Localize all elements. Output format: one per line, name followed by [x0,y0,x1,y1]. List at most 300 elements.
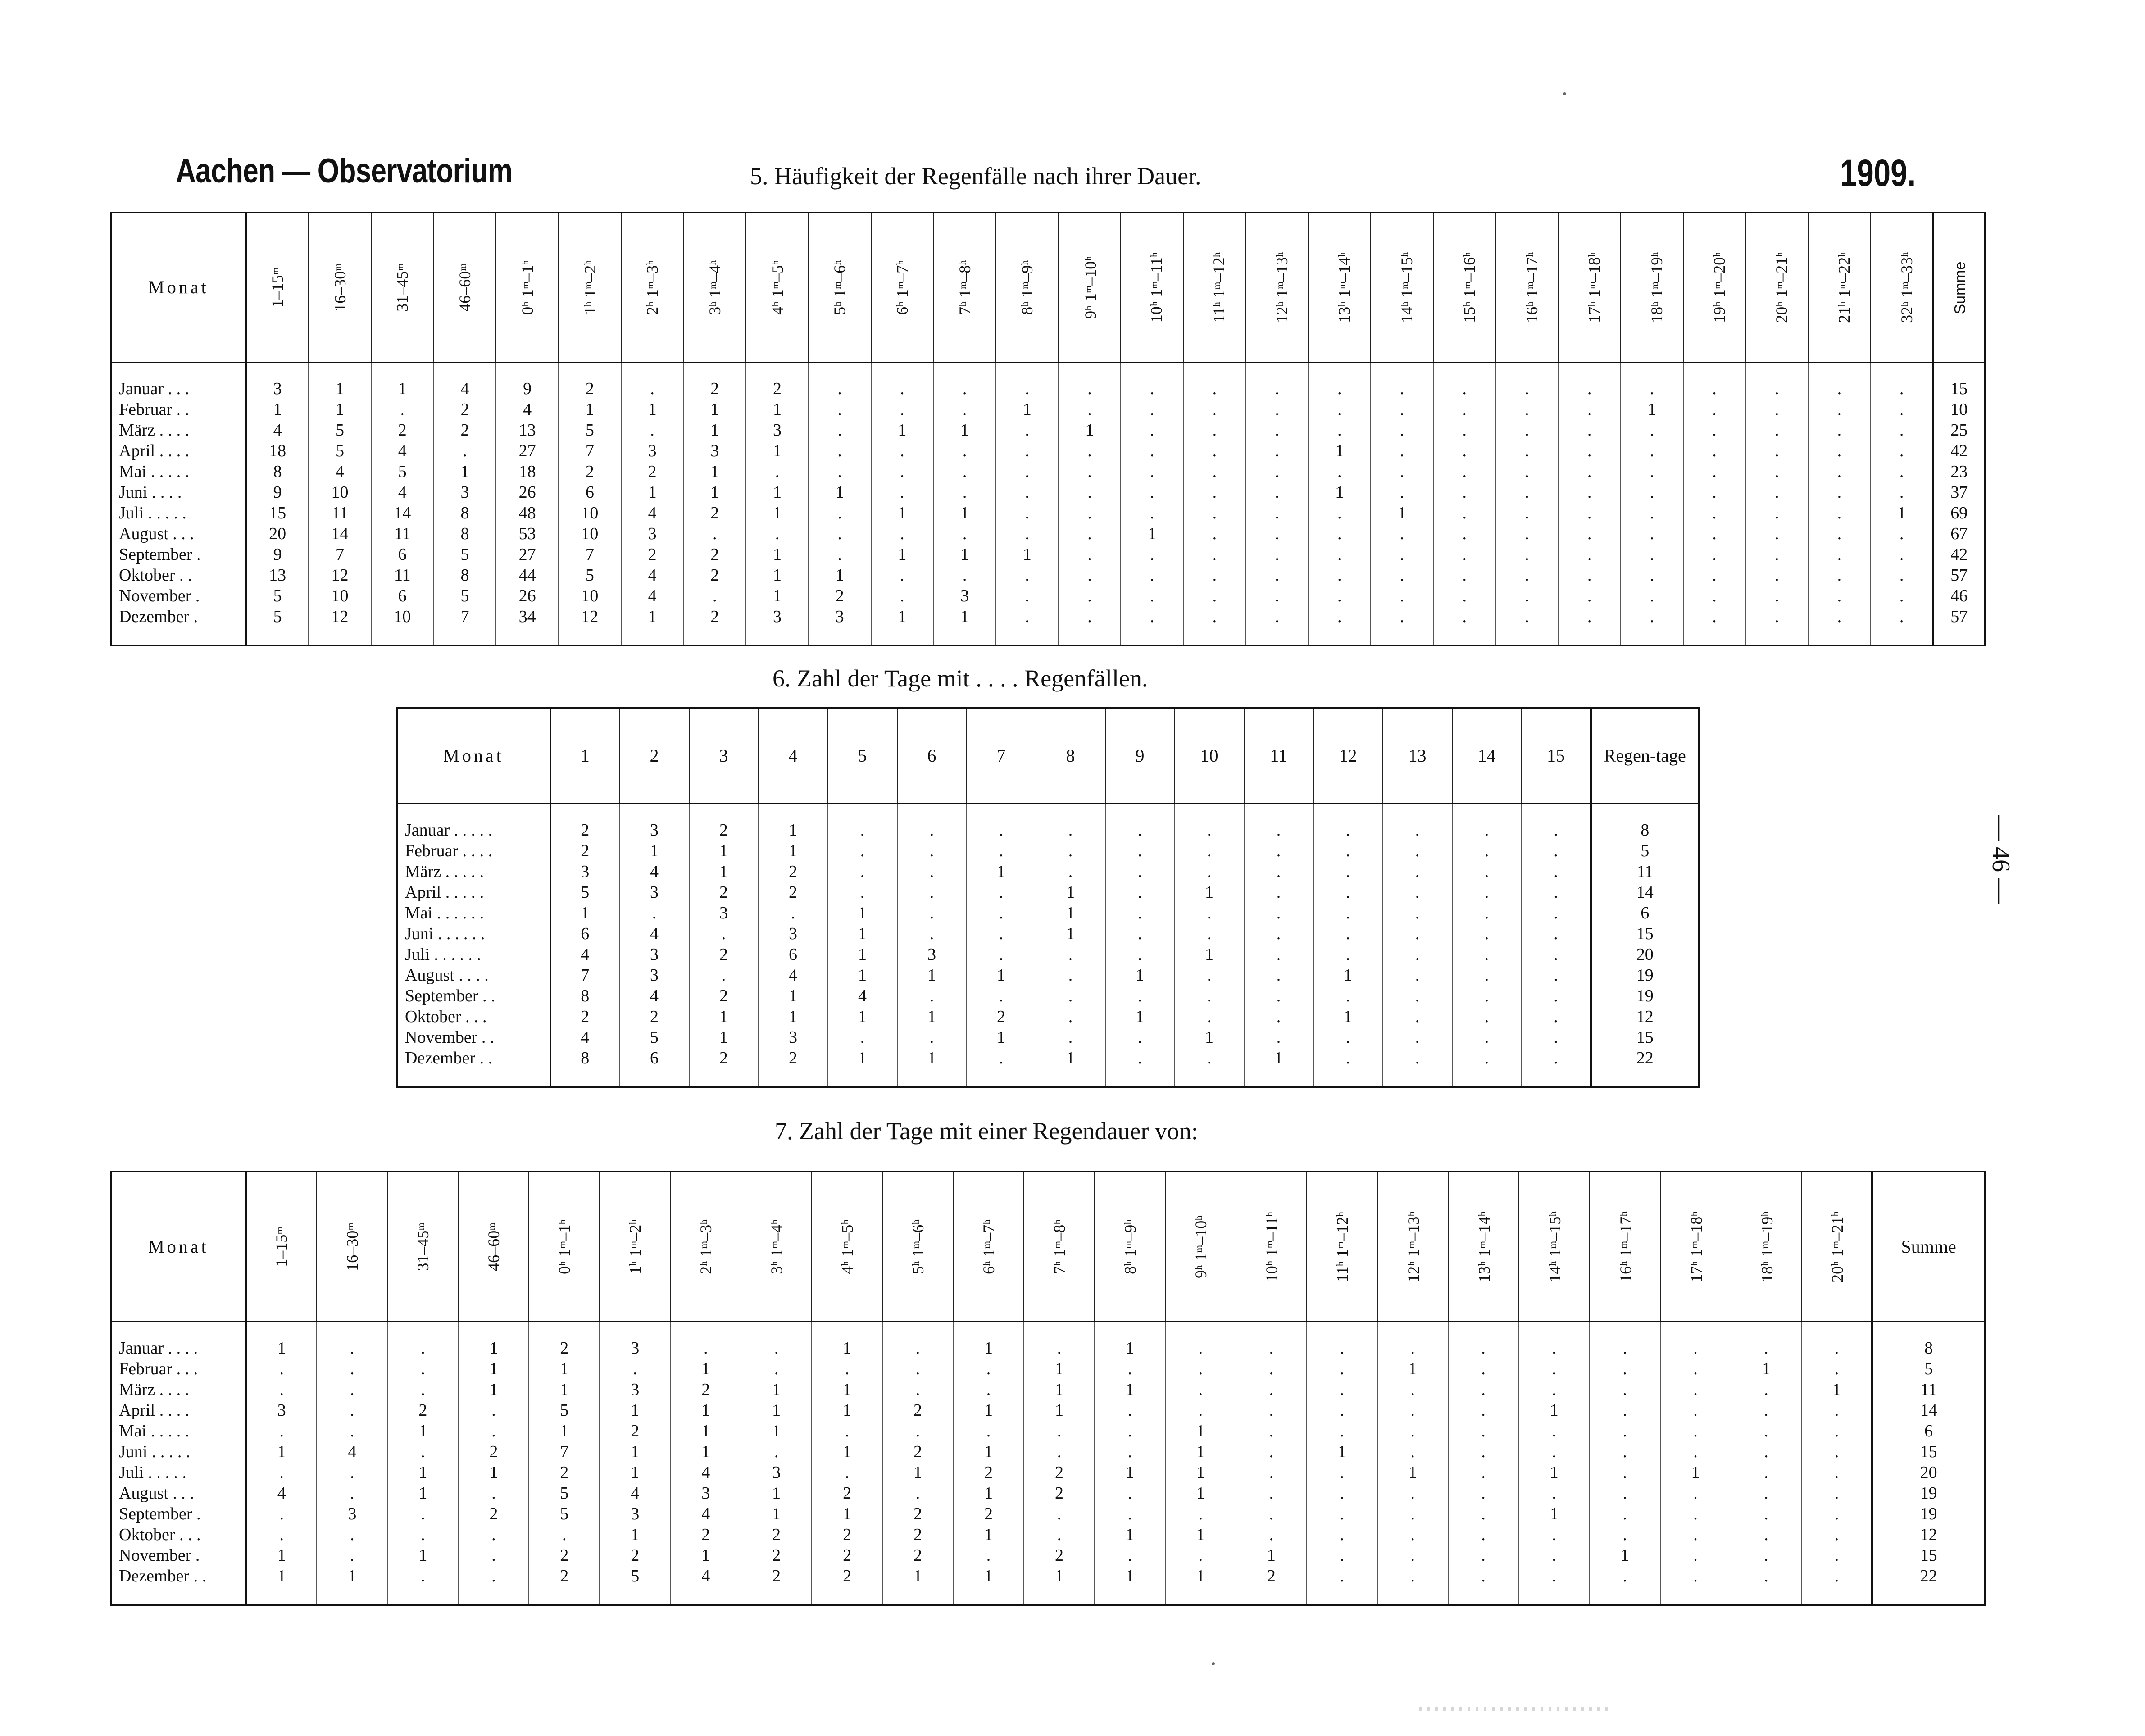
table-cell: 7 [559,544,621,565]
table-cell: 1 [1165,1462,1236,1483]
table-cell: . [1175,820,1244,841]
row-sum: 5 [1591,841,1699,861]
spacer-cell [871,363,934,379]
table-cell: 10 [559,503,621,523]
table-cell: . [1448,1441,1519,1462]
table-cell: 1 [621,399,684,420]
table-cell: 1 [759,820,828,841]
table-cell: 3 [741,1462,812,1483]
column-header [897,708,967,804]
table-cell: 1 [1165,1566,1236,1586]
spacer-cell [1933,627,1985,646]
table-cell: . [996,565,1059,586]
table-cell: . [1313,861,1383,882]
table-cell: . [1452,820,1522,841]
table-cell: . [1308,523,1371,544]
table-cell: . [458,1566,529,1586]
column-header [759,708,828,804]
table-cell: . [933,523,996,544]
table-cell: . [1371,523,1433,544]
table-cell: . [1059,523,1121,544]
table-cell: . [1808,441,1871,461]
table-cell: . [933,482,996,503]
table-cell: . [387,1379,458,1400]
table-cell: 1 [741,1400,812,1421]
column-header-label: 2ʰ 1ᵐ–3ʰ [643,260,662,315]
table-cell: . [1801,1421,1872,1441]
column-header-label: 16ʰ 1ᵐ–17ʰ [1616,1211,1635,1282]
table-cell: . [1801,1504,1872,1524]
spacer-cell [1591,804,1699,820]
table-cell: . [996,482,1059,503]
table-cell: . [1808,399,1871,420]
month-label: Januar . . . [111,378,246,399]
spacer-cell [1683,363,1746,379]
table-cell: 3 [759,923,828,944]
table-cell: . [1246,378,1309,399]
table-cell: 3 [620,882,689,903]
table-cell: 1 [559,399,621,420]
table-cell: . [1024,1421,1095,1441]
table-cell: 8 [550,986,620,1006]
table-cell: . [1590,1483,1660,1504]
column-header-label: 1ʰ 1ᵐ–2ʰ [626,1219,644,1274]
table-cell: . [1558,544,1621,565]
table-cell: 1 [871,544,934,565]
row-sum: 19 [1872,1483,1985,1504]
table-cell: . [458,1545,529,1566]
table-cell: 2 [689,1048,759,1068]
table-cell: . [1448,1338,1519,1359]
row-sum: 57 [1933,565,1985,586]
column-header [1452,708,1522,804]
table-cell: . [1307,1462,1377,1483]
month-label: Januar . . . . . [397,820,550,841]
column-header [1236,1172,1307,1322]
month-label: Mai . . . . . [111,461,246,482]
table-cell: 3 [246,1400,317,1421]
table-cell: . [246,1524,317,1545]
spacer-cell [1731,1322,1802,1338]
table-row [397,965,1699,986]
table-cell: 2 [621,544,684,565]
table-cell: 7 [309,544,371,565]
table-cell: . [1522,986,1591,1006]
table-cell: . [1308,544,1371,565]
table-cell: . [1307,1338,1377,1359]
spacer-row [397,804,1699,820]
table-cell: . [1236,1441,1307,1462]
spacer-cell [1558,363,1621,379]
table-cell: . [1433,378,1496,399]
table-cell: . [1496,441,1559,461]
table-cell: 5 [550,882,620,903]
row-sum: 12 [1872,1524,1985,1545]
table-cell: 2 [434,399,496,420]
row-sum: 5 [1872,1359,1985,1379]
spacer-cell [1236,1586,1307,1605]
table-cell: 4 [670,1566,741,1586]
table-cell: . [1745,441,1808,461]
table-cell: 11 [309,503,371,523]
table-cell: . [1801,1545,1872,1566]
table-cell: 1 [1519,1462,1590,1483]
table-cell: 4 [317,1441,387,1462]
table-cell: . [246,1421,317,1441]
spacer-cell [1371,363,1433,379]
table-cell: . [387,1504,458,1524]
table-cell: . [1236,1338,1307,1359]
table-cell: 1 [967,965,1036,986]
table-cell: . [1801,1441,1872,1462]
table-cell: . [812,1359,882,1379]
spacer-cell [1591,1068,1699,1087]
table-cell: . [1745,461,1808,482]
table-cell: . [1165,1400,1236,1421]
column-header-label: 20ʰ 1ᵐ–21ʰ [1772,252,1791,323]
table-cell: . [1621,523,1683,544]
month-label: Februar . . . [111,1359,246,1379]
table-cell: 13 [496,420,559,441]
table-cell: . [458,1524,529,1545]
spacer-cell [397,804,550,820]
table-cell: 1 [458,1379,529,1400]
spacer-cell [1448,1322,1519,1338]
table-cell: . [1165,1504,1236,1524]
table-cell: . [1105,1027,1175,1048]
column-header-label: 13ʰ 1ᵐ–14ʰ [1335,252,1354,323]
table-cell: 10 [371,606,434,627]
month-label: August . . . [111,1483,246,1504]
table-cell: . [1745,420,1808,441]
table-cell: 1 [1024,1359,1095,1379]
table-cell: . [1036,1006,1105,1027]
month-label: April . . . . [111,1400,246,1421]
column-header-label: 31–45ᵐ [393,263,412,312]
table-cell: . [1745,523,1808,544]
month-label: März . . . . [111,1379,246,1400]
table-cell: . [317,1359,387,1379]
table-cell: 1 [621,482,684,503]
table-cell: . [1452,882,1522,903]
table-cell: . [1590,1338,1660,1359]
table-cell: 1 [882,1566,953,1586]
column-header-label: 12 [1339,745,1357,766]
table-cell: . [246,1359,317,1379]
table-cell: 1 [812,1441,882,1462]
table-cell: . [1383,965,1452,986]
column-header [1683,213,1746,363]
table-cell: 2 [809,586,871,606]
column-header-label: 11ʰ 1ᵐ–12ʰ [1333,1211,1351,1282]
table-cell: 1 [741,1379,812,1400]
table-cell: . [1871,586,1933,606]
table-cell: 1 [1165,1421,1236,1441]
column-header-label: 14 [1477,745,1496,766]
table-cell: . [933,378,996,399]
column-header [689,708,759,804]
table-cell: . [1244,944,1313,965]
month-label: Dezember . . [111,1566,246,1586]
table-cell: . [1433,544,1496,565]
table-cell: . [1059,399,1121,420]
table-cell: . [1377,1379,1448,1400]
spacer-cell [1522,804,1591,820]
table-cell: . [1383,882,1452,903]
table-cell: . [1519,1566,1590,1586]
spacer-cell [1872,1586,1985,1605]
table-cell: . [458,1421,529,1441]
spacer-cell [621,627,684,646]
table-cell: . [967,1048,1036,1068]
month-label: Juni . . . . . [111,1441,246,1462]
table-cell: . [1448,1483,1519,1504]
table-cell: . [1745,482,1808,503]
month-label: September . [111,1504,246,1524]
table-cell: 3 [746,606,809,627]
table-cell: . [882,1421,953,1441]
table-5-title: 5. Häufigkeit der Regenfälle nach ihrer Dauer. [750,163,1201,190]
table-cell: . [1452,923,1522,944]
table-cell: . [933,441,996,461]
table-cell: 2 [670,1379,741,1400]
table-cell: . [1519,1545,1590,1566]
column-header-label: 16–30ᵐ [331,263,349,312]
spacer-cell [1244,804,1313,820]
column-header [1808,213,1871,363]
table-cell: . [996,503,1059,523]
table-cell: . [1808,482,1871,503]
column-header-sum-label: Summe [1901,1236,1956,1257]
spacer-cell [953,1322,1024,1338]
table-cell: . [1496,461,1559,482]
column-header-label: 1–15ᵐ [268,267,287,308]
column-header [1522,708,1591,804]
table-cell: . [1871,441,1933,461]
column-header-label: 0ʰ 1ᵐ–1ʰ [555,1219,573,1274]
table-cell: . [1105,986,1175,1006]
row-sum: 15 [1872,1545,1985,1566]
scan-smudge [1419,1707,1608,1711]
table-cell: 2 [759,1048,828,1068]
table-cell: . [1313,1048,1383,1068]
table-cell: . [1246,420,1309,441]
column-header-label: 15ʰ 1ᵐ–16ʰ [1460,252,1478,323]
table-cell: . [812,1421,882,1441]
spacer-cell [246,363,309,379]
table-cell: . [1731,1441,1802,1462]
table-cell: 1 [387,1483,458,1504]
table-cell: . [1590,1566,1660,1586]
month-label: Mai . . . . . [111,1421,246,1441]
table-cell: 1 [809,482,871,503]
table-cell: . [1731,1421,1802,1441]
spacer-cell [741,1322,812,1338]
table-cell: 2 [559,461,621,482]
table-cell: 1 [309,378,371,399]
table-cell: . [1683,544,1746,565]
table-cell: . [828,1027,897,1048]
column-header-month: Monat [111,213,246,363]
table-cell: 1 [871,420,934,441]
table-cell: . [1448,1359,1519,1379]
column-header-month: Monat [111,1172,246,1322]
column-header [387,1172,458,1322]
table-cell: . [996,586,1059,606]
table-cell: . [1621,461,1683,482]
table-cell: . [1377,1400,1448,1421]
table-row [111,1524,1985,1545]
table-cell: 2 [689,882,759,903]
spacer-cell [309,363,371,379]
column-header-label: 10ʰ 1ᵐ–11ʰ [1147,252,1166,323]
table-row [111,565,1985,586]
table-cell: . [1808,461,1871,482]
row-sum: 69 [1933,503,1985,523]
spacer-cell [1371,627,1433,646]
column-header-label: 18ʰ 1ᵐ–19ʰ [1758,1211,1776,1282]
table-cell: . [953,1379,1024,1400]
table-cell: . [1236,1462,1307,1483]
table-cell: . [1621,482,1683,503]
table-cell: . [1377,1421,1448,1441]
spacer-cell [620,1068,689,1087]
spacer-cell [1121,627,1183,646]
spacer-cell [1731,1586,1802,1605]
table-cell: . [1448,1524,1519,1545]
table-cell: . [1871,606,1933,627]
table-cell: 1 [1313,1006,1383,1027]
table-row [111,1462,1985,1483]
table-cell: . [1801,1462,1872,1483]
table-cell: 1 [1095,1566,1165,1586]
spacer-cell [246,1586,317,1605]
table-cell: . [1036,820,1105,841]
table-cell: . [1183,565,1246,586]
table-cell: 6 [371,544,434,565]
column-header [1377,1172,1448,1322]
table-cell: 1 [828,965,897,986]
table-cell: 1 [670,1441,741,1462]
table-cell: . [809,461,871,482]
table-cell: . [434,441,496,461]
table-cell: . [1558,441,1621,461]
page-header-year: 1909. [1840,152,1916,194]
table-cell: 1 [689,1006,759,1027]
table-cell: . [1522,903,1591,923]
row-sum: 19 [1872,1504,1985,1524]
column-header [953,1172,1024,1322]
table-cell: 1 [1024,1379,1095,1400]
table-cell: 1 [1095,1338,1165,1359]
spacer-cell [1621,627,1683,646]
table-row [111,441,1985,461]
table-cell: . [1105,882,1175,903]
table-cell: . [1731,1504,1802,1524]
column-header-label: 6 [927,745,936,766]
table-cell: . [1313,944,1383,965]
table-cell: . [683,523,746,544]
table-cell: . [1059,441,1121,461]
table-cell: 34 [496,606,559,627]
table-row [111,503,1985,523]
table-cell: . [828,841,897,861]
spacer-cell [371,363,434,379]
table-cell: . [1808,378,1871,399]
table-cell: 8 [434,565,496,586]
row-sum: 25 [1933,420,1985,441]
table-6-days-with-rainfalls [396,707,1700,1088]
table-cell: . [1683,503,1746,523]
table-row [111,1483,1985,1504]
table-cell: . [1383,1048,1452,1068]
table-cell: . [1183,503,1246,523]
table-cell: 2 [600,1421,670,1441]
month-label: Januar . . . . [111,1338,246,1359]
table-cell: . [1522,923,1591,944]
table-cell: . [1246,482,1309,503]
table-cell: 1 [387,1462,458,1483]
spacer-cell [1452,1068,1522,1087]
table-cell: . [1036,986,1105,1006]
column-header-label: 17ʰ 1ᵐ–18ʰ [1585,252,1604,323]
column-header [1621,213,1683,363]
table-row [111,1504,1985,1524]
table-cell: 2 [882,1504,953,1524]
table-cell: . [371,399,434,420]
row-sum: 10 [1933,399,1985,420]
table-cell: . [317,1462,387,1483]
column-header-label: 3ʰ 1ᵐ–4ʰ [767,1219,786,1274]
table-cell: 2 [953,1504,1024,1524]
table-cell: . [1307,1379,1377,1400]
table-cell: 1 [897,1048,967,1068]
table-cell: . [1246,399,1309,420]
table-cell: . [1496,420,1559,441]
table-cell: . [1059,565,1121,586]
month-label: Oktober . . . [111,1524,246,1545]
table-cell: . [387,1338,458,1359]
table-cell: . [1377,1524,1448,1545]
column-header [317,1172,387,1322]
table-cell: . [1871,482,1933,503]
table-cell: 2 [458,1504,529,1524]
table-cell: . [1433,420,1496,441]
table-cell: 2 [882,1524,953,1545]
table-cell: . [387,1524,458,1545]
column-header [1731,1172,1802,1322]
row-sum: 42 [1933,441,1985,461]
column-header-label: 1 [580,745,590,766]
column-header-sum [1872,1172,1985,1322]
table-cell: 1 [1165,1441,1236,1462]
table-cell: . [1244,965,1313,986]
column-header-sum-label: Regen-tage [1604,745,1686,766]
table-cell: 2 [967,1006,1036,1027]
table-cell: 12 [309,606,371,627]
table-cell: . [1660,1441,1731,1462]
table-cell: . [741,1441,812,1462]
spacer-cell [458,1586,529,1605]
spacer-cell [812,1322,882,1338]
table-cell: 27 [496,441,559,461]
table-cell: . [1558,606,1621,627]
row-sum: 12 [1591,1006,1699,1027]
table-cell: . [1105,841,1175,861]
table-cell: . [1121,378,1183,399]
table-cell: 1 [600,1400,670,1421]
month-label: Februar . . [111,399,246,420]
